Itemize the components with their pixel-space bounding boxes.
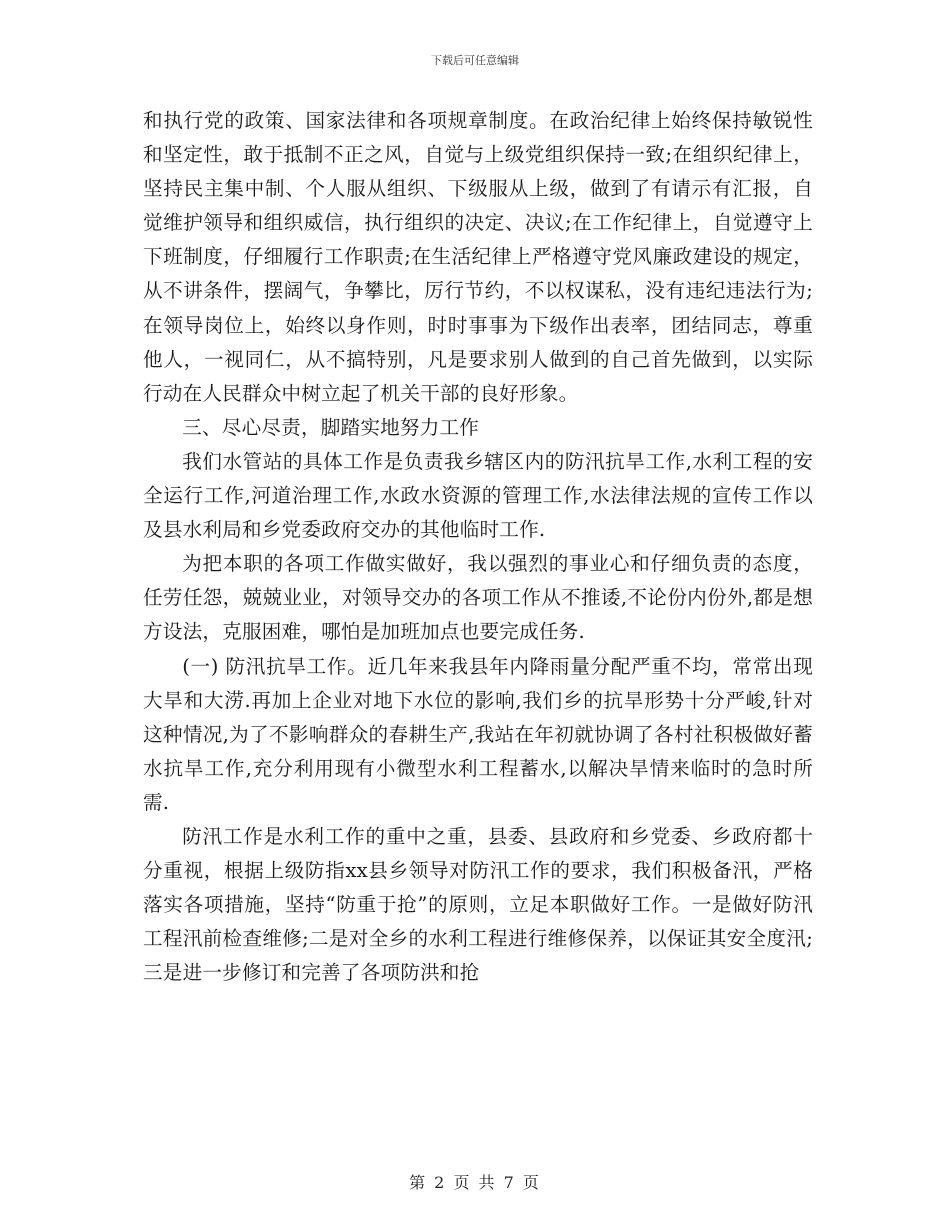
paragraph-work-attitude: 为把本职的各项工作做实做好，我以强烈的事业心和仔细负责的态度，任劳任怨，兢兢业业，对领导交办的各项工作从不推诿,不论份内份外,都是想方设法，克服困难，哪怕是加班加点也要完成任务. — [143, 552, 813, 644]
paragraph-discipline: 和执行党的政策、国家法律和各项规章制度。在政治纪律上始终保持敏锐性和坚定性，敢于抵制不正之风，自觉与上级党组织保持一致;在组织纪律上，坚持民主集中制、个人服从组织、下级服从上级，做到了有请示有汇报，自觉维护领导和组织威信，执行组织的决定、决议;在工作纪律上，自觉遵守上下班制度，仔细履行工作职责;在生活纪律上严格遵守党风廉政建设的规定，从不讲条件，摆阔气，争攀比，厉行节约，不以权谋私，没有违纪违法行为;在领导岗位上，始终以身作则，时时事事为下级作出表率，团结同志，尊重他人，一视同仁，从不搞特别，凡是要求别人做到的自己首先做到，以实际行动在人民群众中树立起了机关干部的良好形象。 — [143, 109, 813, 405]
paragraph-station-duties: 我们水管站的具体工作是负责我乡辖区内的防汛抗旱工作,水利工程的安全运行工作,河道治理工作,水政水资源的管理工作,水法律法规的宣传工作以及县水利局和乡党委政府交办的其他临时工作. — [143, 449, 813, 542]
document-body — [143, 104, 813, 990]
paragraph-drought-relief: (一) 防汛抗旱工作。近几年来我县年内降雨量分配严重不均，常常出现大旱和大涝.再加上企业对地下水位的影响,我们乡的抗旱形势十分严峻,针对这种情况,为了不影响群众的春耕生产,我站在年初就协调了各村社积极做好蓄水抗旱工作,充分利用现有小微型水利工程蓄水,以解决旱情来临时的急时所需. — [143, 654, 813, 814]
page-footer: 第 2 页 共 7 页 — [409, 1173, 541, 1192]
section-heading-three: 三、尽心尽责，脚踏实地努力工作 — [182, 415, 480, 439]
page-header: 下载后可任意编辑 — [431, 54, 519, 67]
paragraph-flood-control: 防汛工作是水利工作的重中之重，县委、县政府和乡党委、乡政府都十分重视，根据上级防指xx县乡领导对防汛工作的要求，我们积极备汛，严格落实各项措施，坚持“防重于抢”的原则，立足本职做好工作。一是做好防汛工程汛前检查维修;二是对全乡的水利工程进行维修保养，以保证其安全度汛;三是进一步修订和完善了各项防洪和抢 — [143, 824, 813, 985]
